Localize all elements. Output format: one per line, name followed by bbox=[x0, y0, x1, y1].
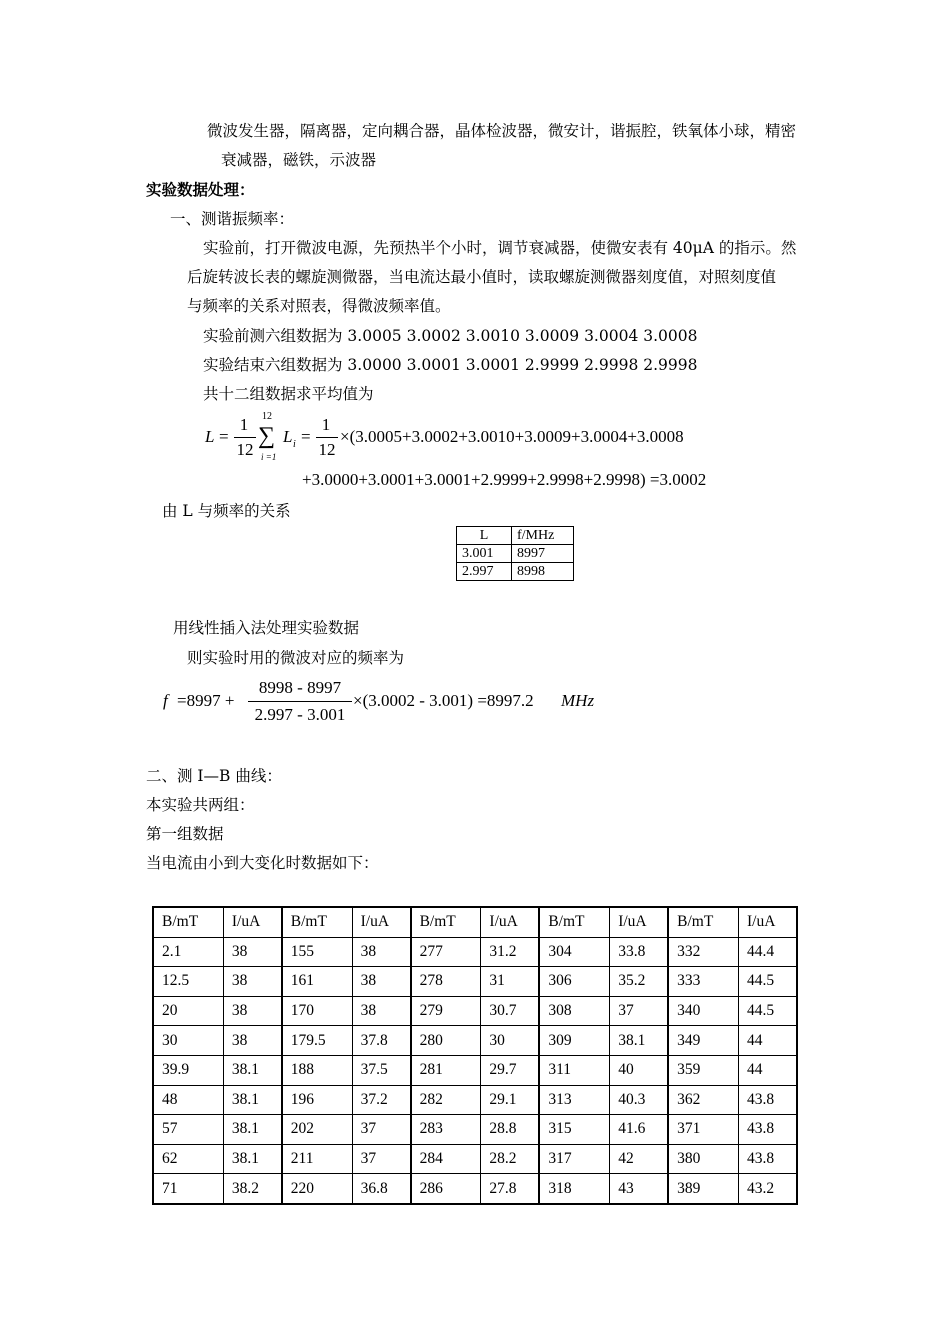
formula2-lhs: f bbox=[163, 691, 168, 710]
table-cell: 279 bbox=[411, 996, 481, 1026]
table-cell: 280 bbox=[411, 1026, 481, 1056]
table-cell: 211 bbox=[282, 1144, 352, 1174]
formula1-frac-num: 1 bbox=[239, 415, 249, 434]
table-cell: 38 bbox=[223, 937, 281, 967]
table-row bbox=[457, 563, 574, 581]
header-cell: I/uA bbox=[352, 907, 410, 937]
table-cell: 196 bbox=[282, 1085, 352, 1115]
before-data: 实验前测六组数据为 3.0005 3.0002 3.0010 3.0009 3.0004 3.0008 bbox=[203, 327, 698, 345]
table-cell: 38.2 bbox=[223, 1174, 281, 1204]
formula1-eq: = bbox=[219, 427, 229, 446]
table-cell: 33.8 bbox=[610, 937, 668, 967]
table-cell: 38.1 bbox=[223, 1085, 281, 1115]
table-cell: 277 bbox=[411, 937, 481, 967]
formula1-frac2-den: 12 bbox=[318, 440, 336, 459]
table-cell: 40.3 bbox=[610, 1085, 668, 1115]
table-cell: 38.1 bbox=[223, 1115, 281, 1145]
part1-para-line-3: 与频率的关系对照表，得微波频率值。 bbox=[187, 297, 451, 315]
formula2-unit: MHz bbox=[561, 691, 595, 710]
table-cell: 281 bbox=[411, 1055, 481, 1085]
formula2-base: =8997 + bbox=[177, 691, 235, 710]
table-row bbox=[153, 1115, 797, 1145]
table-cell: 31 bbox=[481, 967, 539, 997]
table-cell: 37 bbox=[610, 996, 668, 1026]
equipment-line-2: 衰减器，磁铁，示波器 bbox=[221, 151, 377, 169]
table-cell: 44.5 bbox=[738, 967, 797, 997]
formula1-frac-line bbox=[234, 437, 256, 438]
formula1-rhs-line-1: ×(3.0005+3.0002+3.0010+3.0009+3.0004+3.0008 bbox=[340, 427, 684, 446]
table-cell: 29.7 bbox=[481, 1055, 539, 1085]
group1-label: 第一组数据 bbox=[146, 825, 224, 843]
table-cell: 27.8 bbox=[481, 1174, 539, 1204]
formula1-frac-den: 12 bbox=[236, 440, 254, 459]
header-cell: I/uA bbox=[738, 907, 797, 937]
table-cell: 44.4 bbox=[738, 937, 797, 967]
formula1-eq-2: = bbox=[301, 427, 311, 446]
header-cell: I/uA bbox=[610, 907, 668, 937]
table-row bbox=[153, 937, 797, 967]
table-cell: 37 bbox=[352, 1144, 410, 1174]
formula1-sum-top: 12 bbox=[262, 411, 272, 422]
formula2-frac-line bbox=[248, 701, 352, 702]
table-cell: 37.5 bbox=[352, 1055, 410, 1085]
header-cell: B/mT bbox=[153, 907, 223, 937]
table-cell: 202 bbox=[282, 1115, 352, 1145]
table-row bbox=[457, 545, 574, 563]
header-cell: B/mT bbox=[411, 907, 481, 937]
table-row bbox=[153, 1174, 797, 1204]
table-cell: 30 bbox=[481, 1026, 539, 1056]
table-cell: 333 bbox=[668, 967, 738, 997]
formula1-term: L bbox=[283, 427, 293, 446]
table-row bbox=[153, 1144, 797, 1174]
table-cell: 304 bbox=[539, 937, 609, 967]
table-cell: 44 bbox=[738, 1026, 797, 1056]
table-cell: 317 bbox=[539, 1144, 609, 1174]
table-cell: 2.1 bbox=[153, 937, 223, 967]
table-cell: 389 bbox=[668, 1174, 738, 1204]
formula1-term-sub: i bbox=[293, 439, 296, 450]
table-row bbox=[153, 1055, 797, 1085]
table-cell: 43.8 bbox=[738, 1085, 797, 1115]
table-cell: 38.1 bbox=[223, 1055, 281, 1085]
table-cell: 380 bbox=[668, 1144, 738, 1174]
header-cell: L bbox=[457, 527, 512, 545]
table-cell: 40 bbox=[610, 1055, 668, 1085]
table-cell: 349 bbox=[668, 1026, 738, 1056]
table-row bbox=[153, 996, 797, 1026]
after-data: 实验结束六组数据为 3.0000 3.0001 3.0001 2.9999 2.9998 2.9998 bbox=[203, 356, 698, 374]
table-header-row bbox=[153, 907, 797, 937]
table-cell: 8997 bbox=[512, 545, 574, 563]
table-cell: 43 bbox=[610, 1174, 668, 1204]
header-cell: B/mT bbox=[539, 907, 609, 937]
table-cell: 2.997 bbox=[457, 563, 512, 581]
interpolation-label: 用线性插入法处理实验数据 bbox=[173, 619, 360, 637]
table-cell: 43.2 bbox=[738, 1174, 797, 1204]
formula1-frac2-num: 1 bbox=[321, 415, 331, 434]
table-cell: 38 bbox=[352, 996, 410, 1026]
table-cell: 38.1 bbox=[223, 1144, 281, 1174]
header-cell: I/uA bbox=[481, 907, 539, 937]
table-cell: 220 bbox=[282, 1174, 352, 1204]
table-cell: 309 bbox=[539, 1026, 609, 1056]
part1-para-line-2: 后旋转波长表的螺旋测微器，当电流达最小值时，读取螺旋测微器刻度值，对照刻度值 bbox=[187, 268, 777, 286]
table-cell: 31.2 bbox=[481, 937, 539, 967]
formula1-sum-bottom: i =1 bbox=[261, 452, 277, 462]
table-row bbox=[153, 1085, 797, 1115]
table-cell: 71 bbox=[153, 1174, 223, 1204]
table-header-row bbox=[457, 527, 574, 545]
header-cell: f/MHz bbox=[512, 527, 574, 545]
table-cell: 340 bbox=[668, 996, 738, 1026]
table-cell: 371 bbox=[668, 1115, 738, 1145]
header-cell: I/uA bbox=[223, 907, 281, 937]
ib-data-table bbox=[152, 906, 798, 1205]
table-cell: 179.5 bbox=[282, 1026, 352, 1056]
formula2-denominator: 2.997 - 3.001 bbox=[254, 705, 346, 724]
table-cell: 278 bbox=[411, 967, 481, 997]
formula1-sum-symbol: ∑ bbox=[258, 423, 276, 449]
table-cell: 286 bbox=[411, 1174, 481, 1204]
table-cell: 161 bbox=[282, 967, 352, 997]
table-cell: 30.7 bbox=[481, 996, 539, 1026]
table-cell: 62 bbox=[153, 1144, 223, 1174]
table-cell: 12.5 bbox=[153, 967, 223, 997]
table-cell: 28.2 bbox=[481, 1144, 539, 1174]
table-cell: 188 bbox=[282, 1055, 352, 1085]
table-cell: 28.8 bbox=[481, 1115, 539, 1145]
table-cell: 38 bbox=[223, 996, 281, 1026]
table-cell: 315 bbox=[539, 1115, 609, 1145]
part1-heading: 一、测谐振频率： bbox=[170, 210, 295, 228]
table-cell: 41.6 bbox=[610, 1115, 668, 1145]
table-cell: 37 bbox=[352, 1115, 410, 1145]
table-cell: 8998 bbox=[512, 563, 574, 581]
part1-para-line-1: 实验前，打开微波电源，先预热半个小时，调节衰减器，使微安表有 40μA 的指示。然 bbox=[203, 239, 797, 257]
table-cell: 38 bbox=[352, 967, 410, 997]
table-cell: 35.2 bbox=[610, 967, 668, 997]
equipment-line-1: 微波发生器，隔离器，定向耦合器，晶体检波器，微安计，谐振腔，铁氧体小球，精密 bbox=[207, 122, 797, 140]
relation-label: 由 L 与频率的关系 bbox=[162, 502, 291, 520]
table-cell: 38 bbox=[223, 1026, 281, 1056]
table-cell: 30 bbox=[153, 1026, 223, 1056]
table-cell: 170 bbox=[282, 996, 352, 1026]
table-cell: 37.8 bbox=[352, 1026, 410, 1056]
table-cell: 43.8 bbox=[738, 1144, 797, 1174]
section-title: 实验数据处理： bbox=[146, 180, 255, 199]
formula1-frac2-line bbox=[316, 437, 338, 438]
header-cell: B/mT bbox=[668, 907, 738, 937]
table-cell: 38 bbox=[352, 937, 410, 967]
table-cell: 20 bbox=[153, 996, 223, 1026]
table-cell: 44 bbox=[738, 1055, 797, 1085]
table-cell: 313 bbox=[539, 1085, 609, 1115]
table-cell: 306 bbox=[539, 967, 609, 997]
table-cell: 57 bbox=[153, 1115, 223, 1145]
table-cell: 318 bbox=[539, 1174, 609, 1204]
increase-text: 当电流由小到大变化时数据如下： bbox=[146, 854, 379, 872]
table-cell: 43.8 bbox=[738, 1115, 797, 1145]
table-cell: 42 bbox=[610, 1144, 668, 1174]
table-cell: 3.001 bbox=[457, 545, 512, 563]
part2-heading: 二、测 I—B 曲线： bbox=[146, 767, 282, 785]
table-cell: 282 bbox=[411, 1085, 481, 1115]
table-cell: 283 bbox=[411, 1115, 481, 1145]
table-cell: 29.1 bbox=[481, 1085, 539, 1115]
table-cell: 362 bbox=[668, 1085, 738, 1115]
frequency-label: 则实验时用的微波对应的频率为 bbox=[187, 649, 405, 667]
formula2-numerator: 8998 - 8997 bbox=[258, 678, 342, 697]
table-cell: 44.5 bbox=[738, 996, 797, 1026]
table-cell: 308 bbox=[539, 996, 609, 1026]
table-cell: 359 bbox=[668, 1055, 738, 1085]
table-cell: 38 bbox=[223, 967, 281, 997]
table-row bbox=[153, 967, 797, 997]
formula2-rest: ×(3.0002 - 3.001) =8997.2 bbox=[353, 691, 534, 710]
formula1-lhs: L bbox=[205, 427, 215, 446]
table-cell: 284 bbox=[411, 1144, 481, 1174]
table-cell: 155 bbox=[282, 937, 352, 967]
table-cell: 48 bbox=[153, 1085, 223, 1115]
table-cell: 36.8 bbox=[352, 1174, 410, 1204]
table-cell: 38.1 bbox=[610, 1026, 668, 1056]
table-row bbox=[153, 1026, 797, 1056]
average-label: 共十二组数据求平均值为 bbox=[203, 385, 374, 403]
table-cell: 311 bbox=[539, 1055, 609, 1085]
l-frequency-table bbox=[456, 526, 574, 581]
groups-text: 本实验共两组： bbox=[146, 796, 255, 814]
formula1-rhs-line-2: +3.0000+3.0001+3.0001+2.9999+2.9998+2.9998) =3.0002 bbox=[302, 470, 707, 489]
table-cell: 37.2 bbox=[352, 1085, 410, 1115]
table-cell: 39.9 bbox=[153, 1055, 223, 1085]
header-cell: B/mT bbox=[282, 907, 352, 937]
table-cell: 332 bbox=[668, 937, 738, 967]
